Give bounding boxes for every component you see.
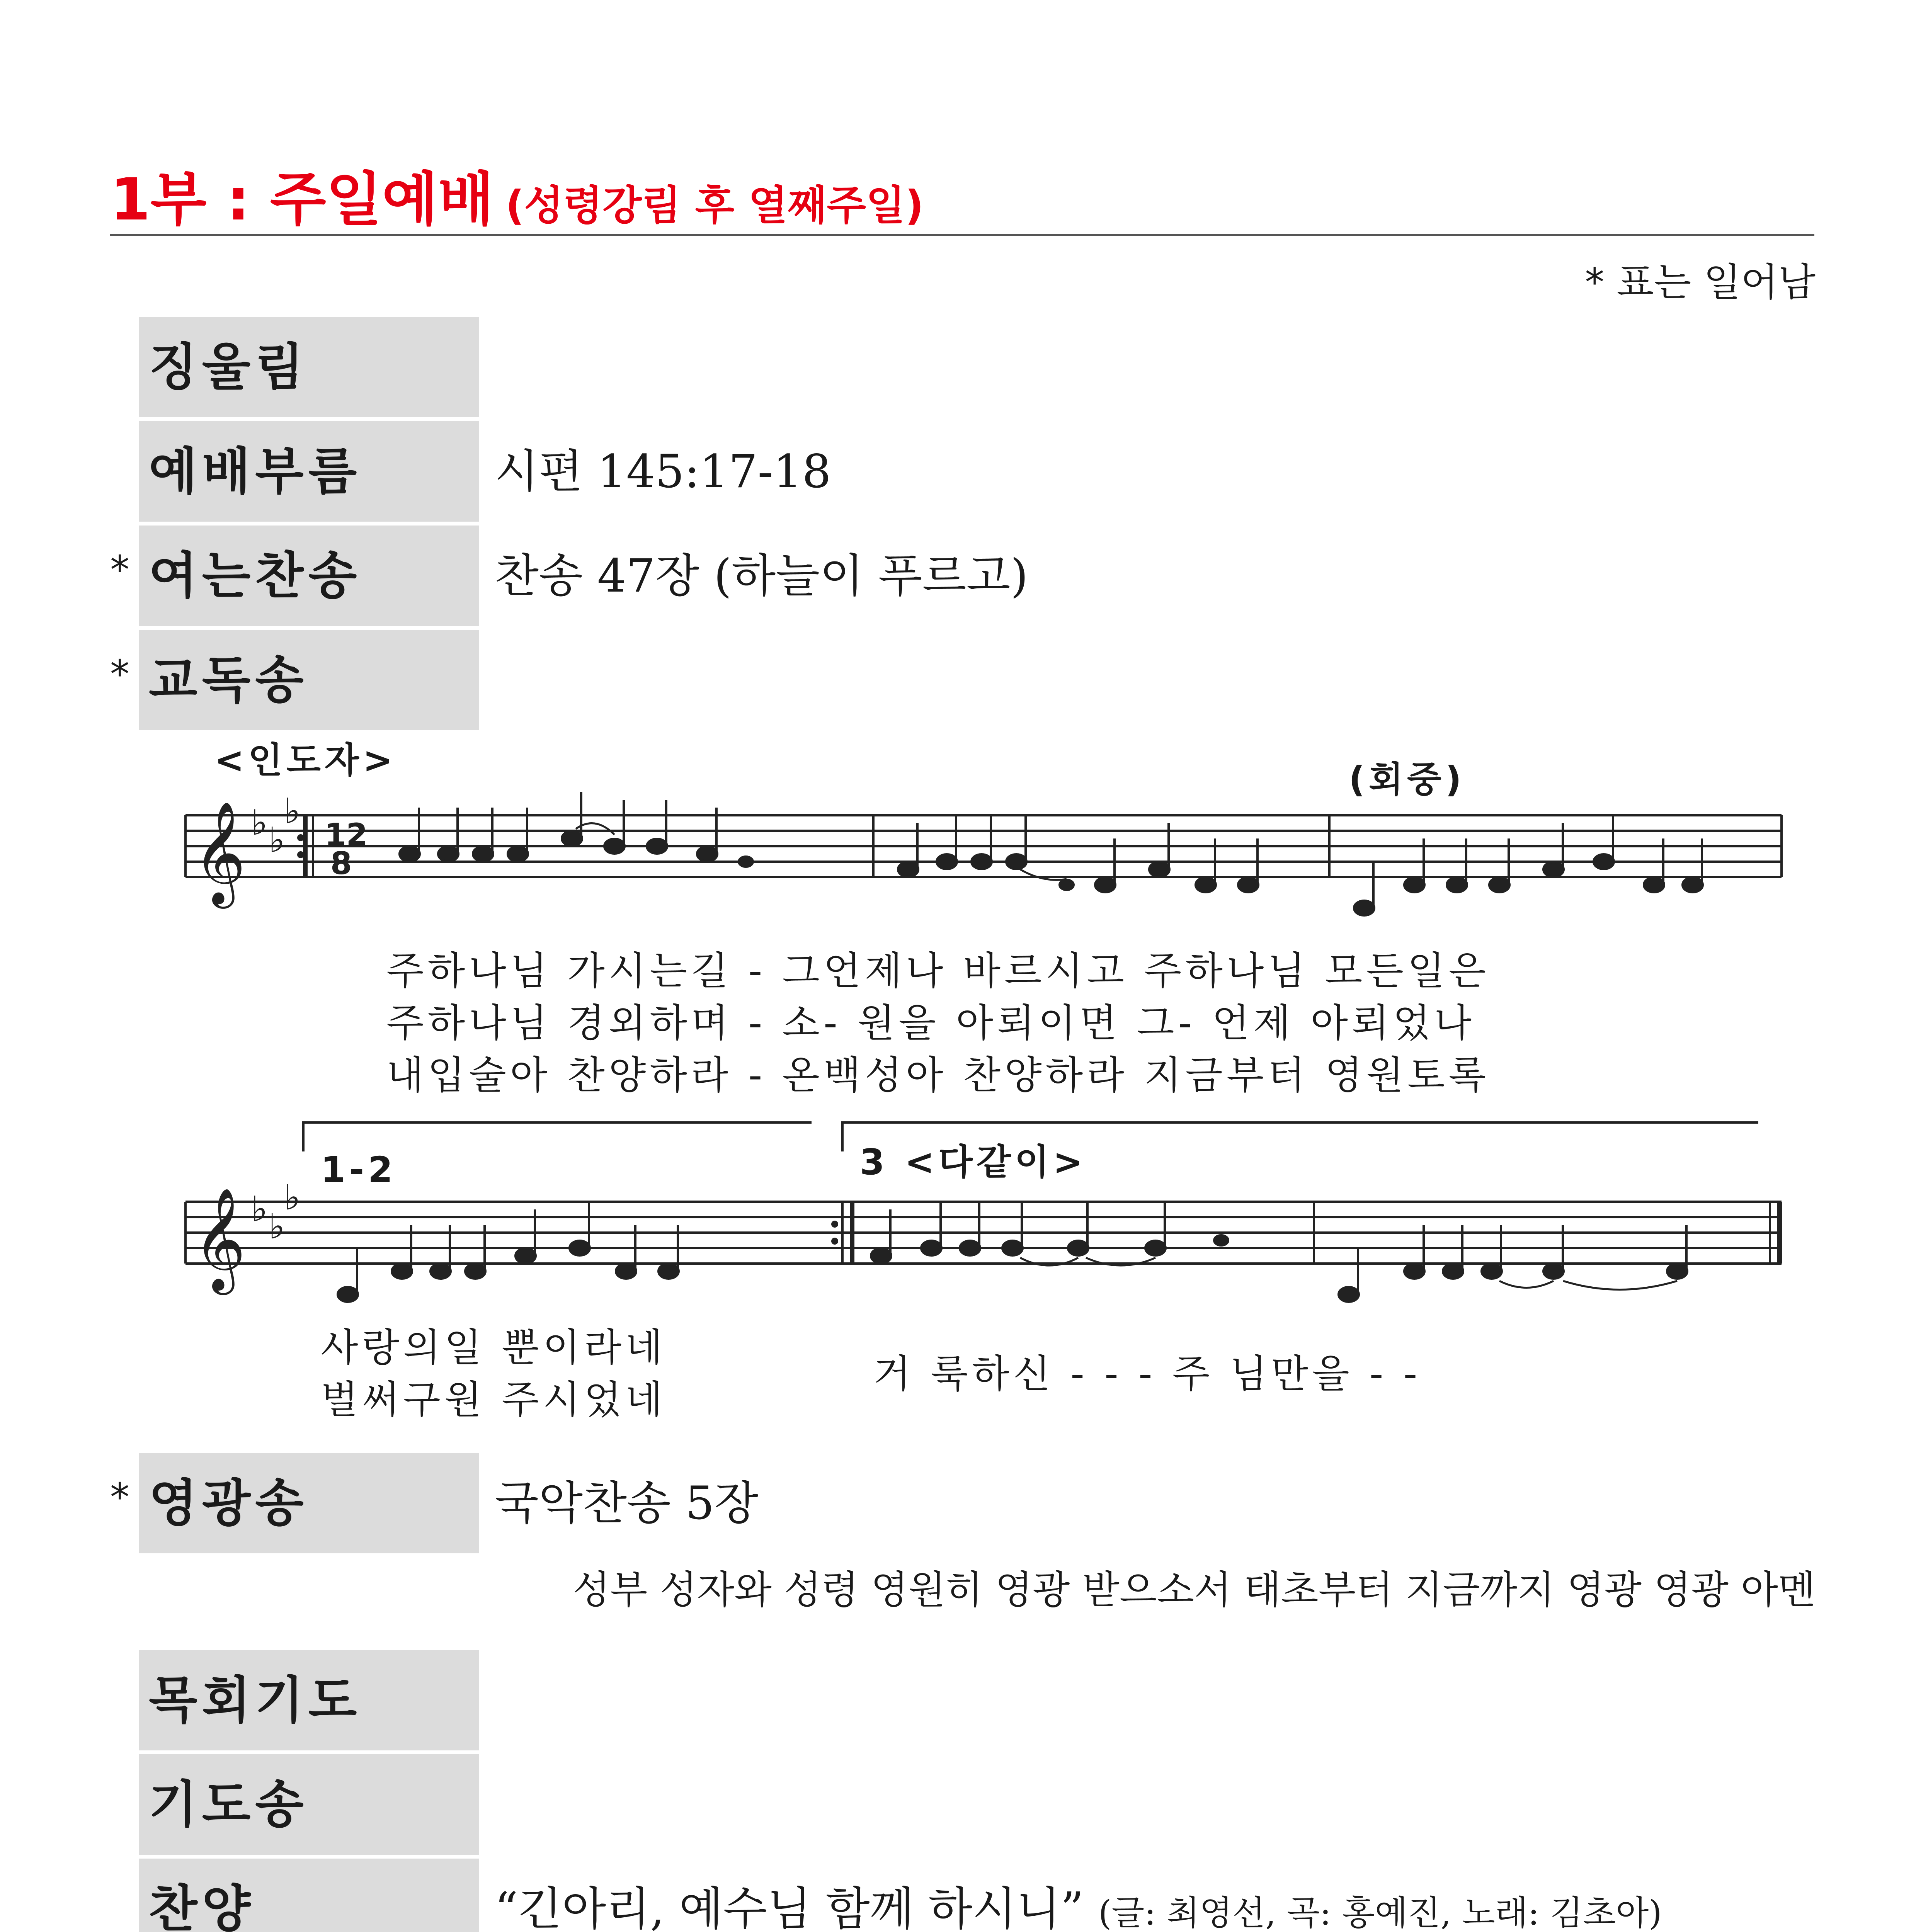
music-staff-2 <box>178 1179 1801 1318</box>
second-ending-label: 3 <다같이> <box>860 1141 1087 1183</box>
standing-mark: * <box>110 547 129 592</box>
first-ending-label: 1-2 <box>321 1149 397 1190</box>
standing-mark <box>100 1859 139 1932</box>
svg-text:𝄞: 𝄞 <box>193 1187 246 1291</box>
service-title: 1부 : 주일예배 <box>110 166 494 233</box>
order-item-pastoral-prayer <box>100 1650 1839 1750</box>
order-item-prayer-song <box>100 1754 1839 1855</box>
page-title <box>110 153 924 236</box>
svg-text:𝄞: 𝄞 <box>193 801 246 904</box>
svg-text:♭: ♭ <box>269 1206 285 1247</box>
service-subtitle: (성령강림 후 열째주일) <box>505 182 924 229</box>
order-label: 기도송 <box>139 1754 479 1855</box>
order-item-opening-hymn <box>100 526 1839 626</box>
svg-text:8: 8 <box>330 845 352 881</box>
doxology-text: 성부 성자와 성령 영원히 영광 받으소서 태초부터 지금까지 영광 영광 아멘 <box>573 1567 1816 1612</box>
order-item-bell <box>100 317 1839 417</box>
lyrics-ending2: 거 룩하신 - - - 주 님만을 - - <box>873 1351 1421 1396</box>
standing-mark <box>100 421 139 522</box>
order-label: 예배부름 <box>139 421 479 522</box>
song-title: “긴아리, 예수님 함께 하시니” <box>495 1882 1084 1932</box>
order-label: 교독송 <box>139 630 479 730</box>
svg-text:♭: ♭ <box>251 803 268 843</box>
congregation-label: (회중) <box>1349 759 1465 800</box>
standing-mark <box>100 1754 139 1855</box>
order-item-responsive-song <box>100 630 1839 730</box>
order-label: 찬양 <box>139 1859 479 1932</box>
svg-text:♭: ♭ <box>251 1189 268 1230</box>
standing-mark: * <box>110 651 129 697</box>
order-value: 국악찬송 5장 <box>495 1476 759 1530</box>
order-label: 목회기도 <box>139 1650 479 1750</box>
order-item-doxology <box>100 1453 1839 1553</box>
song-credits: (글: 최영선, 곡: 홍예진, 노래: 김초아) <box>1098 1893 1662 1932</box>
standing-mark: * <box>110 1475 129 1520</box>
lyrics-line-1: 주하나님 가시는길 - 그언제나 바르시고 주하나님 모든일은 <box>386 948 1490 993</box>
order-label: 징울림 <box>139 317 479 417</box>
order-item-call-to-worship <box>100 421 1839 522</box>
lyrics-ending1-line-2: 벌써구원 주시었네 <box>321 1377 667 1422</box>
svg-text:♭: ♭ <box>284 792 301 832</box>
lyrics-line-2: 주하나님 경외하며 - 소- 원을 아뢰이면 그- 언제 아뢰었나 <box>386 1000 1475 1046</box>
svg-text:♭: ♭ <box>284 1179 301 1218</box>
order-value <box>495 1859 1662 1932</box>
order-value: 시편 145:17-18 <box>495 445 831 498</box>
standing-legend: * 표는 일어남 <box>1585 260 1816 305</box>
music-staff-1 <box>178 792 1801 931</box>
standing-mark <box>100 1650 139 1750</box>
standing-mark <box>100 317 139 417</box>
svg-text:♭: ♭ <box>269 820 285 861</box>
order-item-praise <box>100 1859 1839 1932</box>
order-label: 여는찬송 <box>139 526 479 626</box>
order-value: 찬송 47장 (하늘이 푸르고) <box>495 549 1028 602</box>
leader-label: <인도자> <box>214 740 396 781</box>
svg-text:12: 12 <box>325 817 368 853</box>
order-label: 영광송 <box>139 1453 479 1553</box>
lyrics-line-3: 내입술아 찬양하라 - 온백성아 찬양하라 지금부터 영원토록 <box>386 1053 1490 1098</box>
title-rule <box>110 234 1814 236</box>
lyrics-ending1-line-1: 사랑의일 뿐이라네 <box>321 1325 667 1370</box>
